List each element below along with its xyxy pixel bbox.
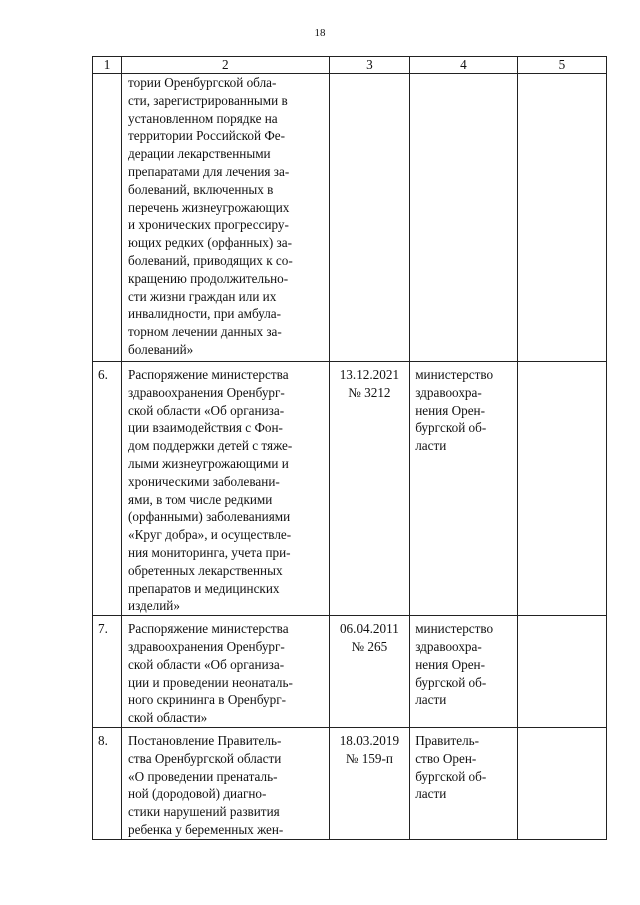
page-number: 18 [314,27,326,39]
note-cell [517,74,606,362]
document-text: Распоряжение министерства здравоохранения Оренбург- ской области «Об организа- ции и проведении неонаталь- ного скрининга в Оренбург- ской области» [128,621,293,726]
row-number: 6. [93,362,122,616]
note-cell [517,727,606,839]
row-number [93,74,122,362]
date-text: 13.12.2021 № 3212 [339,367,400,400]
date-cell [329,74,410,362]
documents-table [92,56,607,840]
date-cell [329,616,410,728]
document-cell [122,362,330,616]
org-cell [410,362,518,616]
document-cell [122,616,330,728]
header-col-4: 4 [410,57,518,74]
document-cell [122,727,330,839]
header-col-1: 1 [93,57,122,74]
date-cell [329,362,410,616]
date-text: 18.03.2019 № 159-п [339,732,400,766]
document-text: Распоряжение министерства здравоохранения Оренбург- ской области «Об организа- ции взаимодействия с Фон- дом поддержки детей с тяже- лыми жизнеугрожающими и хроническими заболевани- ями, в том числе редкими (орфанными) заболеваниями «Круг добра», и осуществле- ния мониторинга, учета при- обретенных лекарственных препаратов и медицинских изделий» [128,367,293,614]
org-text: Правитель- ство Орен- бургской об- ласти [415,732,487,802]
org-text: министерство здравоохра- нения Орен- бургской об- ласти [415,367,494,454]
org-cell [410,74,518,362]
org-cell [410,727,518,839]
org-cell [410,616,518,728]
document-cell [122,74,330,362]
document-text: Постановление Правитель- ства Оренбургской области «О проведении пренаталь- ной (дородовой) диагно- стики нарушений развития ребенка у беременных жен- [128,732,284,837]
org-text: министерство здравоохра- нения Орен- бургской об- ласти [415,621,494,708]
row-number: 8. [93,727,122,839]
date-text: 06.04.2011 № 265 [339,621,399,654]
table-row [93,74,607,362]
date-cell [329,727,410,839]
header-col-2: 2 [122,57,330,74]
note-cell [517,362,606,616]
table-row [93,362,607,616]
note-cell [517,616,606,728]
table-row [93,616,607,728]
document-text: тории Оренбургской обла- сти, зарегистрированными в установленном порядке на территории Российской Фе- дерации лекарственными препаратами для лечения за- болеваний, включенных в перечень жизнеугрожающих и хронических прогрессиру- ющих редких (орфанных) за- болеваний, приводящих к со- кращению продолжительно- сти жизни граждан или их инвалидности, при амбула- торном лечении данных за- болеваний» [128,75,293,357]
table-row [93,727,607,839]
row-number: 7. [93,616,122,728]
header-col-3: 3 [329,57,410,74]
header-col-5: 5 [517,57,606,74]
table-header-row [93,57,607,74]
